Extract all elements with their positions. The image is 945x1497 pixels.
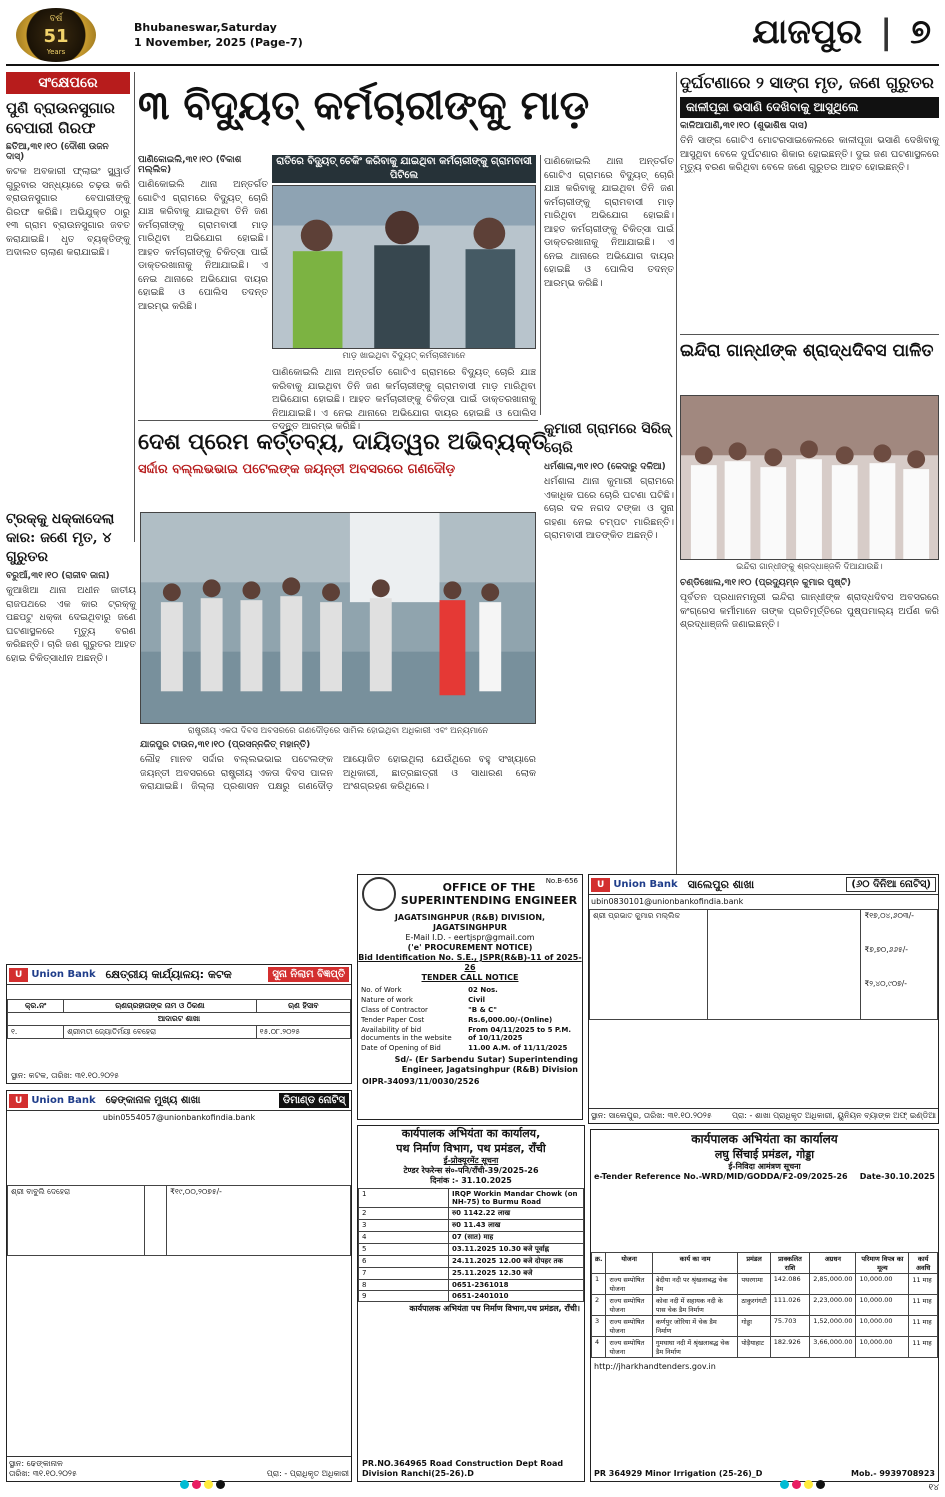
godda-cell: 10,000.00 <box>856 1337 909 1358</box>
theft-body: ଧର୍ମଶାଳା ଥାନା କୁମାରୀ ଗ୍ରାମରେ ଏକାଧିକ ଘରେ ଚୋରି ଘଟଣା ଘଟିଛି। ଚୋର ଦଳ ନଗଦ ଟଙ୍କା ଓ ସୁନା ଗହଣା ନେଇ ଚମ୍ପଟ ମାରିଛନ୍ତି। ଗ୍ରାମବାସୀ ଆତଙ୍କିତ ଅଛନ୍ତି। <box>544 476 674 541</box>
godda-cell: 142.086 <box>770 1274 809 1295</box>
godda-cell: राज्य सम्पोषित योजना <box>606 1295 652 1316</box>
main-dateline: ପାଣିକୋଇଲି,୩୧।୧୦ (ବିକାଶ ମଲ୍ଲିକ) <box>138 155 242 175</box>
ranchi-cost: रु0 1142.22 लाख <box>449 1208 584 1220</box>
place-name: ଯାଜପୁର <box>752 12 863 52</box>
indira-body-box <box>680 578 939 908</box>
godda-header: परिमाण विपत्र का मूल्य <box>856 1253 909 1274</box>
indira-body: ପୂର୍ବତନ ପ୍ରଧାନମନ୍ତ୍ରୀ ଇନ୍ଦିରା ଗାନ୍ଧୀଙ୍କ ଶ୍ରାଦ୍ଧଦିବସ ଅବସରରେ କଂଗ୍ରେସ କର୍ମୀମାନେ ତାଙ୍କ ପ୍ରତିମୂର୍ତ୍ତିରେ ପୁଷ୍ପମାଲ୍ୟ ଅର୍ପଣ କରି ଶ୍ରଦ୍ଧାଞ୍ଜଳି ଜଣାଇଛନ୍ତି। <box>680 592 939 630</box>
se-row-key: Date of Opening of Bid <box>361 1044 441 1052</box>
godda-header: कार्य का नाम <box>652 1253 738 1274</box>
se-row-value: Civil <box>468 996 486 1004</box>
union-bank-name: Union Bank <box>31 969 96 980</box>
se-row-key: No. of Work <box>361 986 402 994</box>
auction-col1: କ୍ର.ନଂ <box>8 1000 64 1013</box>
auction-office: କ୍ଷେତ୍ରୀୟ କାର୍ଯ୍ୟାଳୟ: କଟକ <box>105 967 232 981</box>
patriot-body-box <box>140 740 536 872</box>
godda-cell: राज्य सम्पोषित योजना <box>606 1316 652 1337</box>
indira-photo-image <box>681 396 938 559</box>
godda-cell: राज्य सम्पोषित योजना <box>606 1337 652 1358</box>
accident-headline: ଦୁର୍ଘଟଣାରେ ୨ ସାଙ୍ଗ ମୃତ, ଜଣେ ଗୁରୁତର <box>680 73 934 92</box>
se-sub2: E-Mail I.D. - eertjspr@gmail.com <box>405 933 535 942</box>
se-title1: OFFICE OF THE <box>442 881 536 894</box>
godda-cell: 11 माह <box>909 1337 938 1358</box>
ranchi-period: 07 (सात) माह <box>449 1232 584 1244</box>
brief-headline: ପୁଣି ବ୍ରାଉନସୁଗାର ବେପାରୀ ଗିରଫ <box>6 99 115 137</box>
union-bank-name: Union Bank <box>613 879 678 890</box>
ranchi-phone2: 0651-2401010 <box>449 1291 584 1302</box>
registration-marks-right <box>780 1474 828 1493</box>
salepur-amount: ₹୨,୪୦,୯୦୭/- <box>864 979 907 988</box>
main-body-right: ପାଣିକୋଇଲି ଥାନା ଅନ୍ତର୍ଗତ ଗୋଟିଏ ଗ୍ରାମରେ ବିଦ୍ୟୁତ୍ ଚୋରି ଯାଞ୍ଚ କରିବାକୁ ଯାଇଥିବା ତିନି ଜଣ କର୍ମଚାରୀଙ୍କୁ ଗ୍ରାମବାସୀ ମାଡ଼ ମାରିଥିବା ଅଭିଯୋଗ ହୋଇଛି। ଆହତ କର୍ମଚାରୀଙ୍କୁ ଚିକିତ୍ସା ପାଇଁ ଡାକ୍ତରଖାନାକୁ ନିଆଯାଇଛି। ଏ ନେଇ ଥାନାରେ ଅଭିଯୋଗ ଦାୟର ହୋଇଛି ଓ ପୋଲିସ ତଦନ୍ତ ଆରମ୍ଭ କରିଛି। <box>544 156 674 289</box>
yellow-dot-icon <box>204 1480 213 1489</box>
godda-cell: गुमघाघा नदी में श्रृंखलाबद्ध चेक डैम निर्माण <box>652 1337 738 1358</box>
logo-year-word: ବର୍ଷ <box>49 14 63 24</box>
table-row <box>592 1274 938 1295</box>
patriot-headline: ଦେଶ ପ୍ରେମ କର୍ତ୍ତବ୍ୟ, ଦାୟିତ୍ୱର ଅଭିବ୍ୟକ୍ତି <box>138 429 548 455</box>
salepur-notice: (୬୦ ଦିନିଆ ନୋଟିସ୍) <box>846 877 936 892</box>
separator: | <box>879 12 893 52</box>
se-row-value: "B & C" <box>468 1006 497 1014</box>
godda-cell: राज्य सम्पोषित योजना <box>606 1274 652 1295</box>
godda-subtitle: ई-निविदा आमंत्रण सूचना <box>728 1162 801 1171</box>
dhenkanal-table <box>7 1185 351 1256</box>
se-table <box>358 985 582 1053</box>
patriot-photo-image <box>141 513 535 723</box>
divider <box>676 72 677 912</box>
car-body: କୁଆଖିଆ ଥାନା ଅଧୀନ ଜାତୀୟ ରାଜପଥରେ ଏକ କାର ଟ୍ରକ୍‌କୁ ପଛପଟୁ ଧକ୍କା ଦେଇଥିବାରୁ ଜଣେ ଘଟଣାସ୍ଥଳରେ ମୃତ୍ୟୁ ବରଣ କରିଛନ୍ତି। ଚାରି ଜଣ ଗୁରୁତର ଆହତ ହୋଇ ଚିକିତ୍ସାଧୀନ ଅଛନ୍ତି। <box>6 585 136 664</box>
se-notice-number: No.B-656 <box>545 877 578 885</box>
godda-cell: 1,52,000.00 <box>810 1316 856 1337</box>
dhenkanal-row-name: ଶ୍ରୀ ବାବୁଲି ଦେହେରା <box>8 1186 145 1256</box>
se-oipr: OIPR-34093/11/0030/2526 <box>362 1077 480 1086</box>
main-headline-box <box>138 70 674 150</box>
godda-pr: PR 364929 Minor Irrigation (25-26)_D <box>594 1469 763 1478</box>
dhenkanal-footer-sign: ପ୍ରା: - ପ୍ରାଧିକୃତ ଅଧିକାରୀ <box>266 1469 349 1478</box>
logo-sub: Years <box>46 48 66 56</box>
godda-cell: 111.026 <box>770 1295 809 1316</box>
ranchi-earnest: रु0 11.43 लाख <box>449 1220 584 1232</box>
divider <box>134 72 135 542</box>
main-photo-caption: ମାଡ଼ ଖାଇଥିବା ବିଦ୍ୟୁତ୍ କର୍ମଚାରୀମାନେ <box>342 351 466 361</box>
se-row-value: 02 Nos. <box>468 986 498 994</box>
ad-union-dhenkanal <box>6 1090 352 1482</box>
yellow-dot-icon <box>804 1480 813 1489</box>
godda-ref: e-Tender Reference No.-WRD/MID/GODDA/F2-09/2025-26 <box>594 1172 848 1181</box>
ranchi-last-date: 24.11.2025 12.00 बजे दोपहर तक <box>449 1256 584 1268</box>
godda-cell: 11 माह <box>909 1274 938 1295</box>
godda-cell: 182.926 <box>770 1337 809 1358</box>
union-bank-logo-icon: U <box>9 1094 28 1108</box>
patriot-subhead: ସର୍ଦ୍ଦାର ବଲ୍ଲଭଭାଇ ପଟେଲଙ୍କ ଜୟନ୍ତୀ ଅବସରରେ ଗଣଦୌଡ଼ <box>138 462 456 477</box>
godda-cell: 3,66,000.00 <box>810 1337 856 1358</box>
godda-header: प्रमंडल <box>738 1253 770 1274</box>
ranchi-pub-date: 03.11.2025 10.30 बजे पूर्वाह्न <box>449 1244 584 1256</box>
godda-cell: 10,000.00 <box>856 1316 909 1337</box>
se-row-key: Availability of bid documents in the website <box>361 1026 452 1042</box>
govt-emblem-icon <box>362 877 396 911</box>
black-dot-icon <box>216 1480 225 1489</box>
masthead <box>6 6 939 66</box>
ranchi-pr: PR.NO.364965 Road Construction Dept Road Division Ranchi(25-26).D <box>362 1459 564 1478</box>
registration-marks-left <box>180 1474 228 1493</box>
godda-cell: 4 <box>592 1337 606 1358</box>
ranchi-phone1: 0651-2361018 <box>449 1280 584 1291</box>
godda-cell: 10,000.00 <box>856 1295 909 1316</box>
table-row <box>592 1295 938 1316</box>
auction-col2: ଋଣଗ୍ରହୀତାଙ୍କ ନାମ ଓ ଠିକଣା <box>64 1000 256 1013</box>
ad-union-auction <box>6 964 352 1084</box>
godda-title2: लघु सिंचाई प्रमंडल, गोड्डा <box>714 1148 815 1161</box>
auction-row-name: ଶ୍ରୀମତୀ ଜ୍ୟୋତିର୍ମୟୀ ବେହେରା <box>64 1026 256 1039</box>
indira-headline: ଇନ୍ଦିରା ଗାନ୍ଧୀଙ୍କ ଶ୍ରାଦ୍ଧଦିବସ ପାଳିତ <box>680 341 934 361</box>
godda-cell: 75.703 <box>770 1316 809 1337</box>
union-bank-name: Union Bank <box>31 1095 96 1106</box>
godda-header: कार्य अवधि <box>909 1253 938 1274</box>
auction-col3: ଋଣ ହିସାବ <box>256 1000 350 1013</box>
godda-cell: 1 <box>592 1274 606 1295</box>
dhenkanal-footer-date: ତାରିଖ: ୩୧.୧୦.୨୦୨୫ <box>9 1469 77 1478</box>
footer-code: ୧୪ <box>928 1483 939 1493</box>
logo-years: 51 <box>43 26 69 47</box>
salepur-table <box>589 909 938 1020</box>
godda-cell: 2,23,000.00 <box>810 1295 856 1316</box>
brief-dateline: ଛତିଆ,୩୧।୧୦ (ଦୌଶୀ ଉଜନ ଦାସ୍) <box>6 142 109 162</box>
se-signature: Sd/- (Er Sarbendu Sutar) Superintending Engineer, Jagatsinghpur (R&B) Division <box>394 1055 578 1074</box>
indira-dateline: ଚଣ୍ଡିଖୋଲ,୩୧।୧୦ (ପ୍ରଦ୍ୟୁମ୍ନ କୁମାର ପୃଷ୍ଟି) <box>680 578 852 588</box>
auction-table: କ୍ର.ନଂ ଋଣଗ୍ରହୀତାଙ୍କ ନାମ ଓ ଠିକଣା ଋଣ ହିସାବ ଆଦାରଟ ଶାଖା ୧. ଶ୍ରୀମତୀ ଜ୍ୟୋତିର୍ମୟୀ ବେହେରା ୧୫.୦୮.୨୦୨୫ <box>7 999 351 1039</box>
main-photo <box>272 185 536 349</box>
patriot-photo <box>140 512 536 724</box>
main-story-more <box>272 366 536 432</box>
godda-cell: 10,000.00 <box>856 1274 909 1295</box>
se-bid: Bid Identification No. S.E., JSPR(R&B)-11 of 2025-26 <box>358 953 582 972</box>
magenta-dot-icon <box>192 1480 201 1489</box>
se-row-key: Class of Contractor <box>361 1006 428 1014</box>
se-notice-type: ('e' PROCUREMENT NOTICE) <box>407 943 533 952</box>
indira-headline-box <box>680 340 939 380</box>
dateline-line2: 1 November, 2025 (Page-7) <box>134 36 303 49</box>
ranchi-title1: कार्यपालक अभियंता का कार्यालय, <box>401 1127 541 1140</box>
anniversary-logo <box>16 8 96 62</box>
ad-union-salepur <box>588 874 939 1124</box>
se-sub1: JAGATSINGHPUR (R&B) DIVISION, JAGATSINGHPUR <box>394 913 546 932</box>
indira-photo <box>680 395 939 560</box>
salepur-footer-place: ସ୍ଥାନ: ସାଲେପୁର, ତାରିଖ: ୩୧.୧୦.୨୦୨୫ <box>591 1111 712 1120</box>
indira-photo-caption: ଇନ୍ଦିରା ଗାନ୍ଧୀଙ୍କୁ ଶ୍ରଦ୍ଧାଞ୍ଜଳି ଦିଆଯାଉଛି। <box>736 562 883 572</box>
ranchi-title2: पथ निर्माण विभाग, पथ प्रमंडल, राँची <box>396 1142 546 1155</box>
accident-story <box>680 72 939 342</box>
se-row-value: From 04/11/2025 to 5 P.M. of 10/11/2025 <box>468 1026 572 1042</box>
accident-body: ତିନି ସାଙ୍ଗ ଗୋଟିଏ ମୋଟରସାଇକେଲରେ କାଳୀପୂଜା ଭସାଣି ଦେଖିବାକୁ ଆସୁଥିବା ବେଳେ ଦୁର୍ଘଟଣାର ଶିକାର ହୋଇଛନ୍ତି। ଦୁଇ ଜଣ ଘଟଣାସ୍ଥଳରେ ମୃତ୍ୟୁ ବରଣ କରିଥିବା ବେଳେ ଜଣେ ଗୁରୁତର ଆହତ ହୋଇଛନ୍ତି। <box>680 135 939 173</box>
godda-cell: कर्णपुर जोरिया में चेक डैम निर्माण <box>652 1316 738 1337</box>
dhenkanal-office: ଢେଙ୍କାନାଳ ମୁଖ୍ୟ ଶାଖା <box>105 1095 201 1106</box>
page-place-title <box>752 12 931 52</box>
godda-cell: गोड्डा <box>738 1316 770 1337</box>
se-row-value: Rs.6,000.00/-(Online) <box>468 1016 553 1024</box>
main-subhead-text: ରାତିରେ ବିଦ୍ୟୁତ୍ ଚେକିଂ କରିବାକୁ ଯାଇଥିବା କର୍ମଚାରୀଙ୍କୁ ଗ୍ରାମବାସୀ ପିଟିଲେ <box>276 156 532 181</box>
accident-subhead: କାଳୀପୂଜା ଭସାଣି ଦେଖିବାକୁ ଆସୁଥିଲେ <box>680 97 939 118</box>
salepur-footer-sign: ପ୍ରା: - ଶାଖା ପ୍ରାଧିକୃତ ଅଧିକାରୀ, ୟୁନିୟନ ବ୍ୟାଙ୍କ ଅଫ୍ ଇଣ୍ଡିଆ <box>731 1111 936 1120</box>
godda-cell: बेदीया नदी पर श्रृंखलाबद्ध चेक डैम <box>652 1274 738 1295</box>
main-photo-image <box>273 186 535 348</box>
godda-cell: 2 <box>592 1295 606 1316</box>
dhenkanal-email: ubin0554057@unionbankofindia.bank <box>102 1113 256 1122</box>
table-row <box>592 1316 938 1337</box>
salepur-branch: ସାଲେପୁର ଶାଖା <box>687 877 755 891</box>
se-tender: TENDER CALL NOTICE <box>421 973 519 982</box>
cyan-dot-icon <box>180 1480 189 1489</box>
godda-header: क्र. <box>592 1253 606 1274</box>
godda-cell: 11 माह <box>909 1316 938 1337</box>
magenta-dot-icon <box>792 1480 801 1489</box>
car-story <box>6 510 136 910</box>
ad-godda <box>590 1129 939 1482</box>
godda-cell: कोवा नदी में सहायक नदी के पास चेक डैम निर्माण <box>652 1295 738 1316</box>
theft-dateline: ଧର୍ମଶାଳା,୩୧।୧୦ (କେଦାରୁ ଦଳିଆ) <box>544 462 666 472</box>
ranchi-sign: कार्यपालक अभियंता पथ निर्माण विभाग,पथ प्रमंडल, राँची। <box>409 1304 580 1313</box>
se-row-key: Tender Paper Cost <box>361 1016 425 1024</box>
godda-header: प्राक्कलित राशि <box>770 1253 809 1274</box>
godda-site: http://jharkhandtenders.gov.in <box>594 1362 716 1371</box>
godda-cell: 3 <box>592 1316 606 1337</box>
salepur-email: ubin0830101@unionbankofindia.bank <box>591 897 744 906</box>
ranchi-table: 1 IRQP Workin Mandar Chowk (on NH-75) to Burmu Road 2 रु0 1142.22 लाख 3 रु0 11.43 लाख 4 07 (सात) माह 5 03.11.2025 10.30 बजे पूर्वाह्न 6 24.11.2025 12.00 बजे दोपहर तक 7 25.11.2025 12.30 बजे 8 0651-2361018 9 0651-2401010 <box>358 1188 584 1302</box>
godda-header: योजना <box>606 1253 652 1274</box>
salepur-amount: ₹୧୭,୦୪,୬୦୩/- <box>864 911 914 920</box>
auction-notice: ସୁନା ନିଲାମ ବିଜ୍ଞପ୍ତି <box>268 967 349 982</box>
main-body-continued: ପାଣିକୋଇଲି ଥାନା ଅନ୍ତର୍ଗତ ଗୋଟିଏ ଗ୍ରାମରେ ବିଦ୍ୟୁତ୍ ଚୋରି ଯାଞ୍ଚ କରିବାକୁ ଯାଇଥିବା ତିନି ଜଣ କର୍ମଚାରୀଙ୍କୁ ଗ୍ରାମବାସୀ ମାଡ଼ ମାରିଥିବା ଅଭିଯୋଗ ହୋଇଛି। ଆହତ କର୍ମଚାରୀଙ୍କୁ ଚିକିତ୍ସା ପାଇଁ ଡାକ୍ତରଖାନାକୁ ନିଆଯାଇଛି। ଏ ନେଇ ଥାନାରେ ଅଭିଯୋଗ ଦାୟର ହୋଇଛି ଓ ପୋଲିସ ତଦନ୍ତ ଆରମ୍ଭ କରିଛି। <box>272 367 536 432</box>
main-headline: ୩ ବିଦ୍ୟୁତ୍ କର୍ମଚାରୀଙ୍କୁ ମାଡ଼ <box>138 82 590 129</box>
dhenkanal-footer-place: ସ୍ଥାନ: ଢେଙ୍କାନାଳ <box>9 1459 63 1468</box>
dhenkanal-notice: ଡିମାଣ୍ଡ ନୋଟିସ୍ <box>279 1093 349 1108</box>
ad-superintending-engineer <box>357 874 583 1120</box>
ranchi-open-date: 25.11.2025 12.30 बजे <box>449 1268 584 1280</box>
divider <box>138 420 538 421</box>
se-title2: SUPERINTENDING ENGINEER <box>400 894 578 907</box>
dateline <box>134 20 303 50</box>
car-dateline: ବରୁଆଁ,୩୧।୧୦ (ରାଜୀବ ଜାନା) <box>6 571 110 581</box>
car-headline: ଟ୍ରକ୍‌କୁ ଧକ୍କାଦେଲା କାର: ଜଣେ ମୃତ, ୪ ଗୁରୁତର <box>6 511 115 565</box>
brief-body: କଟକ ଅବକାରୀ ଫ୍ଲାଇଂ ସ୍କ୍ୱାର୍ଡ ଗୁରୁବାର ସନ୍ଧ୍ୟାରେ ଚଢ଼ଉ କରି ବ୍ରାଉନସୁଗାର ବେପାରୀଙ୍କୁ ଗିରଫ କରିଛି। ଅଭିଯୁକ୍ତ ଠାରୁ ୧୩ ଗ୍ରାମ ବ୍ରାଉନସୁଗାର ଜବତ କରାଯାଇଛି। ଧୃତ ବ୍ୟକ୍ତିଙ୍କୁ ଅଦାଲତ ଚାଲାଣ କରାଯାଇଛି। <box>6 166 130 258</box>
auction-row-date: ୧୫.୦୮.୨୦୨୫ <box>256 1026 350 1039</box>
ad-ranchi <box>357 1125 585 1482</box>
ranchi-date: दिनांक :- 31.10.2025 <box>430 1176 512 1185</box>
patriot-headline-box <box>138 424 548 508</box>
ranchi-subtitle: ई-प्रोक्यूरमेंट सूचना <box>443 1156 499 1165</box>
main-body: ପାଣିକୋଇଲି ଥାନା ଅନ୍ତର୍ଗତ ଗୋଟିଏ ଗ୍ରାମରେ ବିଦ୍ୟୁତ୍ ଚୋରି ଯାଞ୍ଚ କରିବାକୁ ଯାଇଥିବା ତିନି ଜଣ କର୍ମଚାରୀଙ୍କୁ ଗ୍ରାମବାସୀ ମାଡ଼ ମାରିଥିବା ଅଭିଯୋଗ ହୋଇଛି। ଆହତ କର୍ମଚାରୀଙ୍କୁ ଚିକିତ୍ସା ପାଇଁ ଡାକ୍ତରଖାନାକୁ ନିଆଯାଇଛି। ଏ ନେଇ ଥାନାରେ ଅଭିଯୋଗ ଦାୟର ହୋଇଛି ଓ ପୋଲିସ ତଦନ୍ତ ଆରମ୍ଭ କରିଛି। <box>138 179 268 312</box>
brief-tag: ସଂକ୍ଷେପରେ <box>6 72 130 94</box>
ranchi-ref: टेण्डर रेफरेन्स सं०-पनि/राँची-39/2025-26 <box>403 1166 539 1175</box>
main-story-left <box>138 155 268 405</box>
godda-cell: 11 माह <box>909 1295 938 1316</box>
dateline-line1: Bhubaneswar,Saturday <box>134 21 277 34</box>
theft-headline: କୁମାରୀ ଗ୍ରାମରେ ସିରିଜ୍ ଚୋରି <box>544 421 671 456</box>
theft-story <box>544 420 674 910</box>
se-row-key: Nature of work <box>361 996 413 1004</box>
auction-branch: ଆଦାରଟ ଶାଖା <box>8 1013 351 1026</box>
godda-cell: 2,85,000.00 <box>810 1274 856 1295</box>
godda-mob: Mob.- 9939708923 <box>851 1469 935 1478</box>
godda-header: अग्रधन <box>810 1253 856 1274</box>
godda-cell: ठाकुरगंगटी <box>738 1295 770 1316</box>
dhenkanal-amount: ₹୧୯,୦୦,୨୦୭୫/- <box>167 1186 351 1256</box>
godda-cell: पोड़ैयाहाट <box>738 1337 770 1358</box>
divider <box>540 155 541 415</box>
salepur-amount: ₹୭,୭୦,୬୬୫/- <box>864 945 908 954</box>
salepur-row-name: ଶ୍ରୀ ପ୍ରଭାତ କୁମାର ମଲ୍ଲିକ <box>590 910 708 1020</box>
brief-column <box>6 72 130 572</box>
godda-cell: पथरगामा <box>738 1274 770 1295</box>
accident-dateline: କାଳିଆପାଣି,୩୧।୧୦ (ଶୁଭାଶିଷ ଦାସ) <box>680 121 808 131</box>
divider <box>680 334 939 335</box>
cyan-dot-icon <box>780 1480 789 1489</box>
black-dot-icon <box>816 1480 825 1489</box>
patriot-photo-caption: ରାଷ୍ଟ୍ରୀୟ ଏକତା ଦିବସ ଅବସରରେ ଗଣଦୌଡ଼ରେ ସାମିଲ ହୋଇଥିବା ଅଧିକାରୀ ଏବଂ ଅନ୍ୟମାନେ <box>187 726 489 736</box>
patriot-body: ଲୌହ ମାନବ ସର୍ଦ୍ଦାର ବଲ୍ଲଭଭାଇ ପଟେଲଙ୍କ ଜୟନ୍ତୀ ଅବସରରେ ରାଷ୍ଟ୍ରୀୟ ଏକତା ଦିବସ ପାଳନ କରାଯାଇଛି। ଜିଲ୍ଲା ପ୍ରଶାସନ ପକ୍ଷରୁ ଗଣଦୌଡ଼ ଆୟୋଜିତ ହୋଇଥିଲା ଯେଉଁଥିରେ ବହୁ ସଂଖ୍ୟାରେ ଅଧିକାରୀ, ଛାତ୍ରଛାତ୍ରୀ ଓ ସାଧାରଣ ଲୋକ ଅଂଶଗ୍ରହଣ କରିଥିଲେ। <box>140 754 536 792</box>
main-story-right <box>544 155 674 415</box>
ranchi-work: IRQP Workin Mandar Chowk (on NH-75) to Burmu Road <box>449 1189 584 1208</box>
page-number: ୭ <box>910 12 931 52</box>
auction-footer: ସ୍ଥାନ: କଟକ, ତାରିଖ: ୩୧.୧୦.୨୦୨୫ <box>11 1071 120 1080</box>
patriot-dateline: ଯାଜପୁର ଟାଉନ,୩୧।୧୦ (ପ୍ରସନ୍ନଜିତ୍ ମହାନ୍ତି) <box>140 740 311 750</box>
godda-date: Date-30.10.2025 <box>859 1172 935 1181</box>
union-bank-logo-icon: U <box>9 968 28 982</box>
table-row <box>592 1337 938 1358</box>
godda-table <box>591 1252 938 1358</box>
main-subhead <box>272 155 536 183</box>
godda-title1: कार्यपालक अभियंता का कार्यालय <box>691 1132 838 1146</box>
union-bank-logo-icon: U <box>591 878 610 892</box>
se-row-value: 11.00 A.M. of 11/11/2025 <box>468 1044 568 1052</box>
